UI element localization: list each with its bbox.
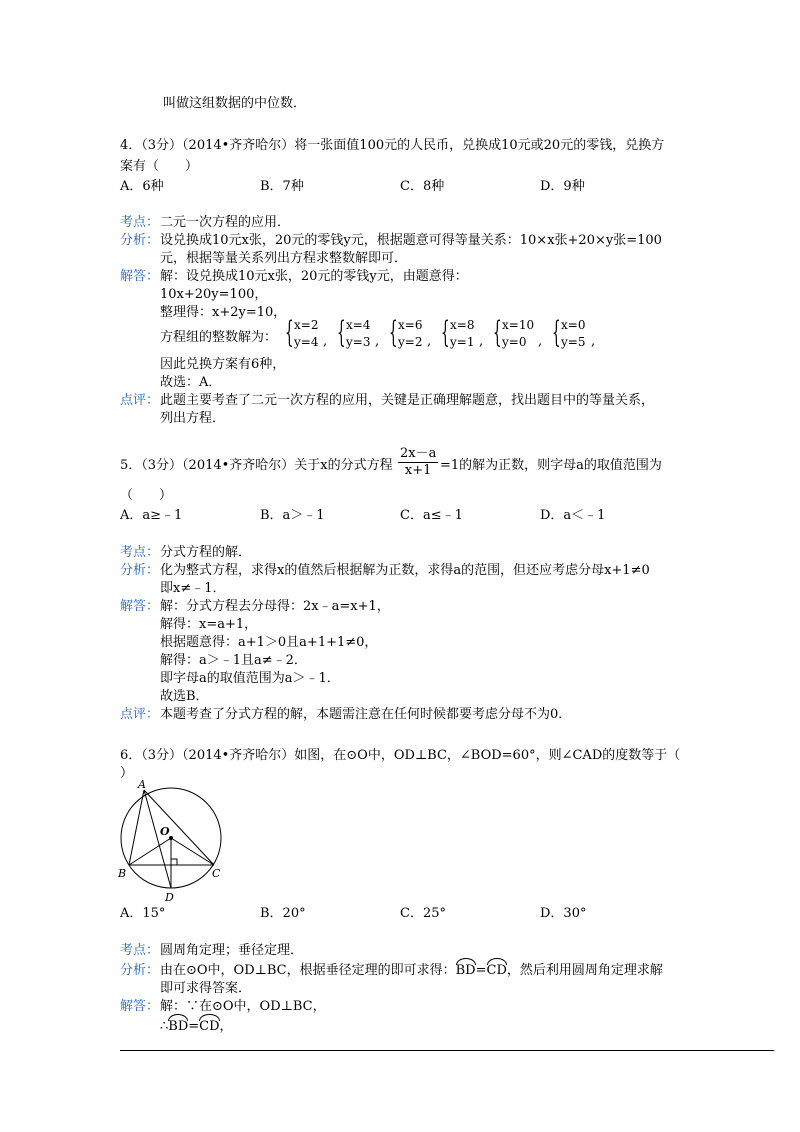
q4-solution-1-x: x=2 (294, 318, 319, 332)
q5-jieda-line4: 解得：a＞﹣1且a≠﹣2． (160, 653, 307, 668)
q6-option-b: B．20° (260, 906, 306, 921)
q6-option-d: D．30° (540, 906, 587, 921)
q4-solution-sep: , (538, 334, 543, 349)
q5-fenxi-line2: 即x≠﹣1． (160, 581, 226, 596)
arc-bd-2: BD (168, 1019, 189, 1034)
q5-dianping: 本题考查了分式方程的解，本题需注意在任何时候都要考虑分母不为0． (160, 707, 572, 722)
q4-kaodian: 二元一次方程的应用． (160, 215, 291, 230)
q4-dianping-line1: 此题主要考查了二元一次方程的应用，关键是正确理解题意，找出题目中的等量关系， (160, 393, 655, 408)
q5-stem-suffix: =1的解为正数，则字母a的取值范围为 (440, 458, 662, 473)
q6-jieda-line2 (160, 1018, 233, 1036)
arc-bd: BD (455, 963, 476, 978)
q6-fenxi-line1 (160, 962, 663, 980)
q5-kaodian-label: 考点： (120, 545, 160, 560)
label-d: D (165, 891, 174, 904)
q4-solution-3-x: x=6 (398, 318, 423, 332)
center-point (169, 836, 173, 840)
q4-solution-5-y: y=0 (502, 335, 527, 349)
q4-option-a: A．6种 (120, 179, 164, 194)
circle-geometry-figure (116, 778, 236, 906)
q6-stem-line1: 6．（3分）（2014•齐齐哈尔）如图，在⊙O中，OD⊥BC，∠BOD=60°，则∠CAD的度数等于（ (120, 748, 681, 763)
q6-fenxi-line2: 即可求得答案． (160, 981, 252, 996)
q4-solution-2-x: x=4 (346, 318, 371, 332)
q6-jieda-arc-eq: = (188, 1019, 200, 1034)
q4-jieda-line6: 故选：A． (160, 375, 222, 390)
q4-stem-line1: 4．（3分）（2014•齐齐哈尔）将一张面值100元的人民币，兑换成10元或20元的零钱，兑换方 (120, 138, 665, 153)
q4-option-b: B．7种 (260, 179, 304, 194)
q4-solution-sep: , (479, 334, 484, 349)
q5-jieda-line1: 解：分式方程去分母得：2x﹣a=x+1， (160, 599, 390, 614)
q6-jieda-line2-suffix: ， (219, 1019, 233, 1034)
q4-solution-1-y: y=4 (294, 335, 319, 349)
top-line: 叫做这组数据的中位数． (163, 96, 307, 111)
q6-fenxi-label: 分析： (120, 963, 160, 978)
q5-option-c: C．a≤﹣1 (400, 508, 463, 523)
q6-option-a: A．15° (120, 906, 166, 921)
q5-jieda-label: 解答： (120, 599, 160, 614)
q4-fenxi-label: 分析： (120, 233, 160, 248)
right-angle-mark (171, 859, 177, 865)
q5-jieda-line6: 故选B． (160, 689, 209, 704)
label-o: O (160, 825, 170, 838)
q6-fenxi-suffix: ，然后利用圆周角定理求解 (506, 963, 663, 978)
q4-solution-2-y: y=3 (346, 335, 371, 349)
q4-option-d: D．9种 (540, 179, 585, 194)
q4-solution-sep: , (323, 334, 328, 349)
q5-option-d: D．a＜﹣1 (540, 508, 606, 523)
q4-solution-4-y: y=1 (450, 335, 475, 349)
q5-option-a: A．a≥﹣1 (120, 508, 183, 523)
q5-dianping-label: 点评： (120, 707, 160, 722)
q4-solution-3-y: y=2 (398, 335, 423, 349)
q5-jieda-line2: 解得：x=a+1， (160, 617, 258, 632)
q6-jieda-label: 解答： (120, 999, 160, 1014)
q4-kaodian-label: 考点： (120, 215, 160, 230)
q4-jieda-line3: 整理得：x+2y=10， (160, 305, 287, 320)
q4-dianping-label: 点评： (120, 393, 160, 408)
q6-kaodian: 圆周角定理；垂径定理． (160, 943, 304, 958)
q4-jieda-line2: 10x+20y=100， (160, 287, 268, 302)
q4-jieda-line5: 因此兑换方案有6种， (160, 357, 286, 372)
q5-frac-denominator: x+1 (404, 463, 432, 478)
q6-fenxi-prefix: 由在⊙O中，OD⊥BC，根据垂径定理的即可求得： (160, 963, 456, 978)
q4-solution-5-x: x=10 (502, 318, 535, 332)
label-b: B (118, 867, 127, 880)
label-a: A (138, 778, 146, 791)
q5-fenxi-line1: 化为整式方程，求得x的值然后根据解为正数，求得a的范围，但还应考虑分母x+1≠0 (160, 563, 650, 578)
therefore-symbol: ∴ (160, 1019, 169, 1034)
footer-rule (120, 1050, 774, 1051)
q6-stem-line2: ） (120, 766, 134, 781)
q4-solution-6-x: x=0 (561, 318, 586, 332)
q4-jieda-label: 解答： (120, 269, 160, 284)
q4-fenxi-line2: 元，根据等量关系列出方程求整数解即可． (160, 251, 408, 266)
q5-stem-line2: （ ） (120, 488, 173, 503)
q4-jieda-line4-prefix: 方程组的整数解为： (160, 330, 278, 345)
q4-dianping-line2: 列出方程． (160, 411, 226, 426)
q4-fenxi-line1: 设兑换成10元x张，20元的零钱y元，根据题意可得等量关系：10×x张+20×y张=100 (160, 233, 662, 248)
q4-solution-4-x: x=8 (450, 318, 475, 332)
q5-fraction (398, 446, 438, 479)
q6-option-c: C．25° (400, 906, 446, 921)
q5-stem-prefix: 5．（3分）（2014•齐齐哈尔）关于x的分式方程 (120, 458, 393, 473)
q5-jieda-line3: 根据题意得：a+1＞0且a+1+1≠0， (160, 635, 378, 650)
q6-jieda-line1: 解：∵在⊙O中，OD⊥BC， (160, 999, 326, 1014)
arc-cd: CD (486, 963, 507, 978)
q6-fenxi-arc-eq: = (475, 963, 487, 978)
q5-fenxi-label: 分析： (120, 563, 160, 578)
q4-jieda-line1: 解：设兑换成10元x张，20元的零钱y元，由题意得： (160, 269, 468, 284)
q4-solution-sep: , (591, 334, 596, 349)
label-c: C (212, 867, 221, 880)
q4-option-c: C．8种 (400, 179, 445, 194)
q4-solution-sep: , (375, 334, 380, 349)
q5-jieda-line5: 即字母a的取值范围为a＞﹣1． (160, 671, 340, 686)
q4-solution-sep: , (427, 334, 432, 349)
q4-solution-6-y: y=5 (561, 335, 586, 349)
segment-ob (129, 838, 171, 865)
q6-kaodian-label: 考点： (120, 943, 160, 958)
q4-stem-line2: 案有（ ） (120, 159, 199, 174)
q5-kaodian: 分式方程的解． (160, 545, 252, 560)
arc-cd-2: CD (199, 1019, 220, 1034)
q5-frac-numerator: 2x－a (400, 446, 437, 461)
q5-option-b: B．a＞﹣1 (260, 508, 325, 523)
